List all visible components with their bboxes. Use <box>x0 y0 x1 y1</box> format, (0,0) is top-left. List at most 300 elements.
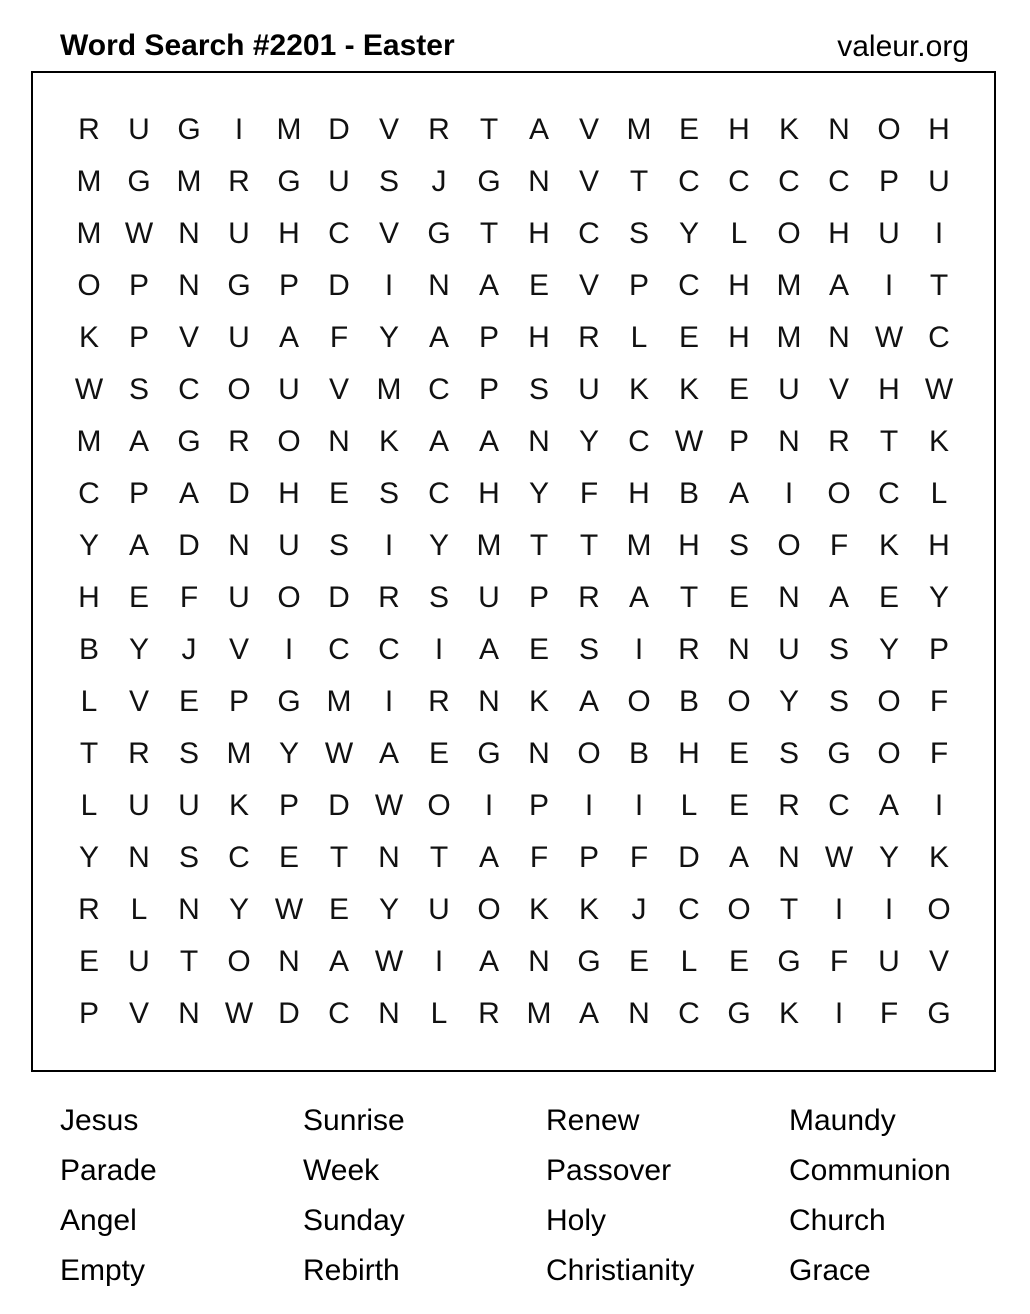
grid-letter: D <box>328 789 350 822</box>
grid-letter: O <box>727 893 751 926</box>
grid-letter: U <box>228 321 250 354</box>
grid-letter: N <box>228 529 250 562</box>
grid-letter: G <box>277 685 301 718</box>
grid-letter: A <box>478 269 499 302</box>
grid-letter: T <box>579 529 599 562</box>
grid-letter: O <box>277 425 301 458</box>
grid-letter: G <box>927 997 951 1030</box>
grid-letter: I <box>384 529 394 562</box>
grid-letter: K <box>78 321 99 354</box>
grid-letter: A <box>478 841 499 874</box>
grid-letter: M <box>376 373 402 406</box>
grid-letter: W <box>874 321 904 354</box>
grid-letter: V <box>578 165 599 198</box>
grid-letter: G <box>227 269 251 302</box>
grid-letter: G <box>727 997 751 1030</box>
grid-letter: A <box>178 477 199 510</box>
grid-letter: S <box>778 737 799 770</box>
grid-letter: R <box>578 321 600 354</box>
grid-letter: H <box>678 737 700 770</box>
grid-letter: I <box>934 789 944 822</box>
grid-letter: V <box>328 373 349 406</box>
grid-letter: M <box>626 529 652 562</box>
grid-letter: C <box>828 789 850 822</box>
grid-letter: H <box>728 113 750 146</box>
grid-letter: K <box>578 893 599 926</box>
grid-letter: F <box>179 581 199 614</box>
grid-letter: K <box>928 841 949 874</box>
grid-letter: N <box>778 841 800 874</box>
grid-letter: G <box>177 425 201 458</box>
grid-letter: P <box>278 269 299 302</box>
grid-letter: P <box>728 425 749 458</box>
grid-letter: S <box>628 217 649 250</box>
grid-letter: I <box>934 217 944 250</box>
grid-letter: C <box>678 165 700 198</box>
grid-letter: E <box>728 737 749 770</box>
grid-letter: N <box>378 997 400 1030</box>
grid-letter: L <box>80 685 98 718</box>
grid-letter: C <box>828 165 850 198</box>
grid-letter: T <box>879 425 899 458</box>
grid-letter: O <box>577 737 601 770</box>
grid-letter: F <box>629 841 649 874</box>
grid-letter: O <box>277 581 301 614</box>
grid-letter: K <box>778 113 799 146</box>
word-list-item: Sunday <box>303 1204 405 1237</box>
grid-letter: I <box>834 997 844 1030</box>
grid-letter: E <box>728 789 749 822</box>
grid-letter: Y <box>228 893 249 926</box>
grid-letter: T <box>479 217 499 250</box>
grid-letter: S <box>378 477 399 510</box>
grid-letter: A <box>428 321 449 354</box>
grid-letter: N <box>478 685 500 718</box>
grid-letter: U <box>778 633 800 666</box>
word-list-item: Week <box>303 1154 380 1187</box>
grid-letter: T <box>179 945 199 978</box>
word-list-item: Grace <box>789 1254 871 1287</box>
grid-letter: S <box>328 529 349 562</box>
grid-letter: N <box>178 269 200 302</box>
grid-letter: E <box>528 269 549 302</box>
grid-letter: N <box>128 841 150 874</box>
grid-letter: L <box>680 945 698 978</box>
grid-letter: I <box>834 893 844 926</box>
grid-letter: A <box>478 425 499 458</box>
grid-letter: N <box>778 581 800 614</box>
grid-letter: N <box>528 737 550 770</box>
grid-letter: I <box>634 633 644 666</box>
grid-letter: Y <box>278 737 299 770</box>
word-list-item: Rebirth <box>303 1254 400 1287</box>
grid-letter: Y <box>78 841 99 874</box>
grid-letter: W <box>324 737 354 770</box>
grid-letter: M <box>176 165 202 198</box>
grid-letter: A <box>328 945 349 978</box>
grid-letter: T <box>79 737 99 770</box>
grid-letter: F <box>929 737 949 770</box>
grid-letter: V <box>928 945 949 978</box>
grid-letter: F <box>879 997 899 1030</box>
grid-letter: R <box>578 581 600 614</box>
grid-letter: U <box>778 373 800 406</box>
grid-letter: S <box>178 737 199 770</box>
grid-letter: P <box>478 321 499 354</box>
grid-letter: P <box>928 633 949 666</box>
grid-letter: A <box>428 425 449 458</box>
grid-letter: O <box>927 893 951 926</box>
grid-letter: O <box>827 477 851 510</box>
site-name: valeur.org <box>837 30 969 63</box>
grid-letter: O <box>477 893 501 926</box>
grid-letter: F <box>529 841 549 874</box>
grid-letter: G <box>827 737 851 770</box>
grid-letter: E <box>628 945 649 978</box>
grid-letter: U <box>128 113 150 146</box>
grid-letter: C <box>678 893 700 926</box>
grid-letter: A <box>378 737 399 770</box>
grid-letter: A <box>478 633 499 666</box>
grid-letter: F <box>829 529 849 562</box>
word-list-item: Maundy <box>789 1104 896 1137</box>
grid-letter: A <box>878 789 899 822</box>
grid-letter: U <box>128 789 150 822</box>
grid-letter: A <box>628 581 649 614</box>
grid-letter: U <box>478 581 500 614</box>
grid-letter: W <box>124 217 154 250</box>
grid-letter: V <box>228 633 249 666</box>
grid-letter: C <box>778 165 800 198</box>
word-list-item: Parade <box>60 1154 157 1187</box>
grid-letter: U <box>228 217 250 250</box>
grid-letter: N <box>528 425 550 458</box>
grid-letter: Y <box>78 529 99 562</box>
grid-letter: Y <box>678 217 699 250</box>
puzzle-title: Word Search #2201 - Easter <box>60 29 455 62</box>
grid-letter: Y <box>578 425 599 458</box>
grid-letter: R <box>128 737 150 770</box>
grid-letter: V <box>178 321 199 354</box>
grid-letter: E <box>728 945 749 978</box>
grid-letter: H <box>878 373 900 406</box>
grid-letter: E <box>878 581 899 614</box>
grid-letter: U <box>278 373 300 406</box>
grid-letter: M <box>526 997 552 1030</box>
grid-letter: E <box>528 633 549 666</box>
grid-letter: E <box>728 581 749 614</box>
grid-letter: C <box>728 165 750 198</box>
word-list <box>60 1097 1030 1297</box>
grid-letter: O <box>877 685 901 718</box>
grid-letter: U <box>578 373 600 406</box>
grid-letter: E <box>128 581 149 614</box>
grid-letter: G <box>177 113 201 146</box>
grid-letter: S <box>178 841 199 874</box>
grid-letter: G <box>277 165 301 198</box>
grid-letter: D <box>278 997 300 1030</box>
grid-letter: T <box>679 581 699 614</box>
grid-letter: D <box>678 841 700 874</box>
grid-letter: W <box>224 997 254 1030</box>
grid-letter: M <box>276 113 302 146</box>
word-list-item: Sunrise <box>303 1104 405 1137</box>
grid-letter: R <box>78 893 100 926</box>
grid-letter: E <box>728 373 749 406</box>
grid-letter: A <box>728 477 749 510</box>
grid-letter: W <box>924 373 954 406</box>
word-list-item: Communion <box>789 1154 951 1187</box>
grid-letter: G <box>477 737 501 770</box>
grid-letter: D <box>328 581 350 614</box>
grid-letter: U <box>428 893 450 926</box>
grid-letter: A <box>578 997 599 1030</box>
grid-letter: J <box>631 893 647 926</box>
grid-letter: S <box>828 685 849 718</box>
grid-letter: B <box>628 737 649 770</box>
grid-letter: U <box>878 945 900 978</box>
grid-letter: K <box>678 373 699 406</box>
grid-letter: C <box>328 633 350 666</box>
word-list-item: Empty <box>60 1254 146 1287</box>
grid-letter: M <box>76 165 102 198</box>
grid-letter: L <box>730 217 748 250</box>
grid-letter: I <box>434 945 444 978</box>
grid-letter: U <box>928 165 950 198</box>
grid-letter: K <box>928 425 949 458</box>
grid-letter: P <box>128 477 149 510</box>
grid-letter: A <box>278 321 299 354</box>
grid-letter: Y <box>128 633 149 666</box>
grid-letter: C <box>228 841 250 874</box>
grid-letter: H <box>728 321 750 354</box>
grid-letter: S <box>428 581 449 614</box>
grid-letter: H <box>278 477 300 510</box>
grid-letter: H <box>78 581 100 614</box>
grid-letter: O <box>627 685 651 718</box>
grid-letter: W <box>824 841 854 874</box>
grid-letter: M <box>626 113 652 146</box>
grid-letter: E <box>678 321 699 354</box>
grid-letter: R <box>428 685 450 718</box>
grid-letter: Y <box>378 893 399 926</box>
grid-letter: P <box>578 841 599 874</box>
grid-letter: I <box>884 893 894 926</box>
grid-letter: U <box>178 789 200 822</box>
grid-letter: R <box>478 997 500 1030</box>
grid-letter: A <box>528 113 549 146</box>
grid-letter: N <box>378 841 400 874</box>
grid-letter: D <box>178 529 200 562</box>
grid-letter: C <box>578 217 600 250</box>
grid-letter: R <box>78 113 100 146</box>
grid-letter: D <box>328 269 350 302</box>
grid-letter: D <box>228 477 250 510</box>
grid-letter: N <box>828 321 850 354</box>
grid-letter: C <box>328 217 350 250</box>
grid-letter: N <box>628 997 650 1030</box>
grid-letter: V <box>578 113 599 146</box>
grid-letter: N <box>178 893 200 926</box>
grid-letter: N <box>528 165 550 198</box>
grid-letter: T <box>929 269 949 302</box>
grid-letter: P <box>478 373 499 406</box>
grid-letter: Y <box>778 685 799 718</box>
grid-letter: B <box>678 477 699 510</box>
grid-letter: G <box>477 165 501 198</box>
grid-letter: V <box>378 113 399 146</box>
grid-letter: C <box>928 321 950 354</box>
grid-letter: S <box>728 529 749 562</box>
grid-letter: R <box>378 581 400 614</box>
grid-letter: C <box>428 477 450 510</box>
grid-letter: K <box>528 685 549 718</box>
grid-letter: Y <box>878 841 899 874</box>
grid-letter: H <box>928 529 950 562</box>
grid-letter: H <box>678 529 700 562</box>
grid-letter: L <box>630 321 648 354</box>
grid-letter: M <box>76 425 102 458</box>
grid-letter: J <box>181 633 197 666</box>
grid-letter: W <box>674 425 704 458</box>
grid-letter: P <box>128 269 149 302</box>
grid-letter: C <box>78 477 100 510</box>
grid-letter: P <box>228 685 249 718</box>
grid-letter: H <box>278 217 300 250</box>
grid-letter: H <box>928 113 950 146</box>
grid-letter: N <box>728 633 750 666</box>
grid-letter: E <box>328 893 349 926</box>
grid-letter: N <box>428 269 450 302</box>
grid-letter: B <box>78 633 99 666</box>
grid-letter: O <box>877 737 901 770</box>
grid-letter: Y <box>528 477 549 510</box>
grid-letter: O <box>427 789 451 822</box>
grid-letter: J <box>431 165 447 198</box>
grid-letter: O <box>227 945 251 978</box>
grid-letter: W <box>374 945 404 978</box>
grid-letter: R <box>228 425 250 458</box>
grid-letter: S <box>528 373 549 406</box>
grid-letter: A <box>128 529 149 562</box>
grid-letter: I <box>484 789 494 822</box>
grid-letter: T <box>779 893 799 926</box>
grid-letter: K <box>528 893 549 926</box>
grid-letter: N <box>328 425 350 458</box>
grid-letter: A <box>578 685 599 718</box>
grid-letter: C <box>178 373 200 406</box>
grid-letter: W <box>374 789 404 822</box>
word-list-item: Passover <box>546 1154 672 1187</box>
grid-letter: E <box>678 113 699 146</box>
grid-letter: V <box>378 217 399 250</box>
grid-letter: V <box>128 997 149 1030</box>
grid-letter: H <box>528 321 550 354</box>
grid-letter: Y <box>428 529 449 562</box>
word-list-item: Christianity <box>546 1254 695 1287</box>
grid-letter: C <box>678 269 700 302</box>
grid-letter: I <box>584 789 594 822</box>
grid-letter: H <box>478 477 500 510</box>
grid-letter: O <box>77 269 101 302</box>
grid-letter: E <box>78 945 99 978</box>
grid-letter: O <box>777 529 801 562</box>
grid-letter: N <box>278 945 300 978</box>
grid-letter: H <box>628 477 650 510</box>
grid-letter: O <box>727 685 751 718</box>
grid-letter: N <box>178 997 200 1030</box>
grid-letter: U <box>128 945 150 978</box>
grid-letter: F <box>329 321 349 354</box>
grid-letter: P <box>278 789 299 822</box>
grid-letter: G <box>427 217 451 250</box>
grid-letter: W <box>74 373 104 406</box>
grid-letter: C <box>378 633 400 666</box>
grid-letter: C <box>328 997 350 1030</box>
grid-letter: A <box>478 945 499 978</box>
grid-letter: A <box>128 425 149 458</box>
grid-letter: P <box>878 165 899 198</box>
grid-letter: C <box>428 373 450 406</box>
grid-letter: T <box>479 113 499 146</box>
grid-letter: O <box>227 373 251 406</box>
grid-letter: L <box>930 477 948 510</box>
grid-letter: I <box>634 789 644 822</box>
word-list-item: Renew <box>546 1104 640 1137</box>
grid-letter: G <box>577 945 601 978</box>
grid-letter: H <box>728 269 750 302</box>
grid-letter: R <box>828 425 850 458</box>
grid-letter: B <box>678 685 699 718</box>
grid-letter: K <box>228 789 249 822</box>
grid-letter: T <box>429 841 449 874</box>
grid-letter: S <box>578 633 599 666</box>
grid-letter: K <box>378 425 399 458</box>
grid-letter: R <box>428 113 450 146</box>
grid-letter: K <box>878 529 899 562</box>
grid-letter: C <box>628 425 650 458</box>
grid-letter: N <box>528 945 550 978</box>
grid-letter: P <box>628 269 649 302</box>
grid-letter: Y <box>378 321 399 354</box>
grid-letter: N <box>828 113 850 146</box>
grid-letter: W <box>274 893 304 926</box>
grid-letter: P <box>528 581 549 614</box>
grid-letter: G <box>777 945 801 978</box>
grid-letter: R <box>678 633 700 666</box>
word-list-item: Jesus <box>60 1104 139 1137</box>
grid-letter: E <box>278 841 299 874</box>
grid-letter: Y <box>928 581 949 614</box>
grid-letter: T <box>629 165 649 198</box>
grid-letter: L <box>130 893 148 926</box>
grid-letter: M <box>326 685 352 718</box>
grid-letter: F <box>929 685 949 718</box>
grid-letter: A <box>828 269 849 302</box>
grid-letter: P <box>78 997 99 1030</box>
letter-grid <box>64 104 964 1040</box>
grid-letter: S <box>378 165 399 198</box>
grid-letter: I <box>234 113 244 146</box>
word-list-item: Church <box>789 1204 886 1237</box>
grid-letter: V <box>128 685 149 718</box>
grid-letter: R <box>778 789 800 822</box>
word-list-item: Holy <box>546 1204 607 1237</box>
grid-letter: G <box>127 165 151 198</box>
grid-letter: F <box>829 945 849 978</box>
grid-letter: M <box>76 217 102 250</box>
grid-letter: H <box>828 217 850 250</box>
